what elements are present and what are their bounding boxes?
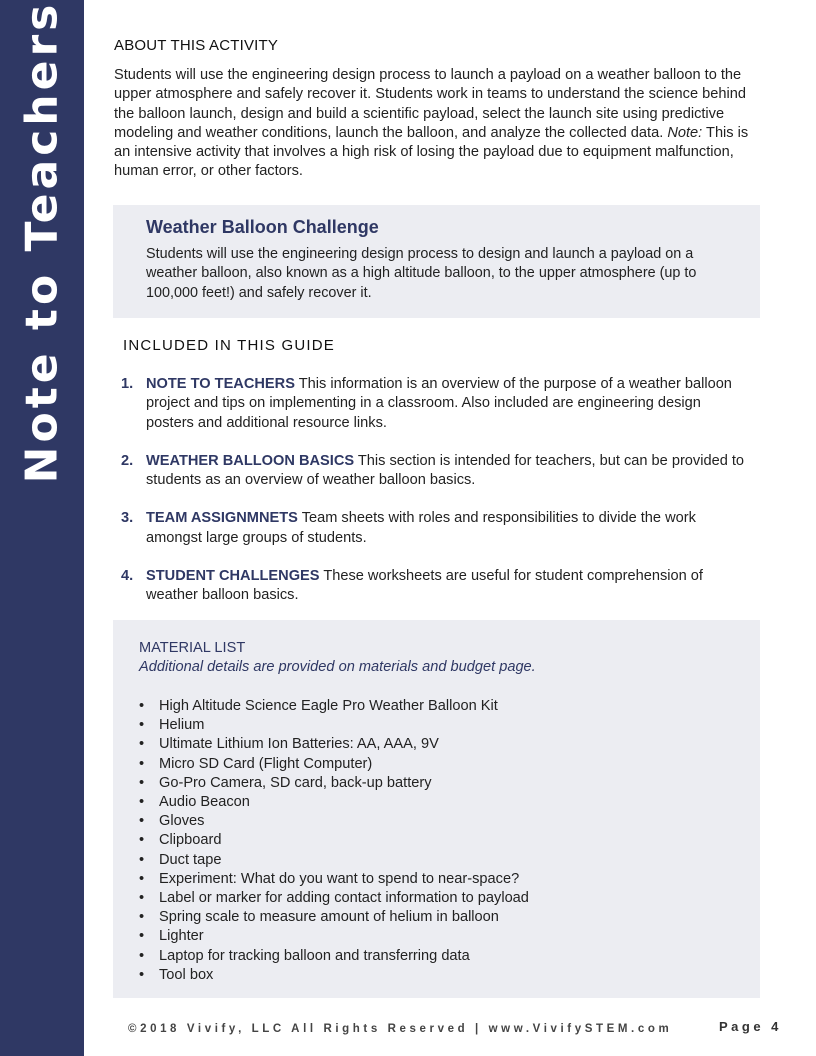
about-body-text: Students will use the engineering design process to launch a payload on a weather balloon to the upper atmosphere and safely recover it. Students work in teams to understand the science behind the balloon launch, design and build a scientific payload, select the launch site using predictive modeling and weather conditions, launch the balloon, and analyze the collected data. <box>114 67 746 141</box>
about-note-label: Note: <box>667 124 703 141</box>
bullet: • <box>139 909 145 926</box>
material-item: • Gloves <box>139 812 760 831</box>
material-item: • Clipboard <box>139 831 760 850</box>
challenge-body: Students will use the engineering design process to design and launch a payload on a weather balloon, also known as a high altitude balloon, to the upper atmosphere (up to 100,000 feet!) and safely recover it. <box>146 246 697 301</box>
guide-item <box>121 509 751 548</box>
material-item: • Micro SD Card (Flight Computer) <box>139 755 760 774</box>
guide-item-text: These worksheets are useful for student comprehension of weather balloon basics. <box>146 568 703 604</box>
material-item: • High Altitude Science Eagle Pro Weather Balloon Kit <box>139 697 760 716</box>
material-item: • Tool box <box>139 966 760 985</box>
bullet: • <box>139 870 145 887</box>
sidebar <box>0 0 84 1056</box>
challenge-box <box>113 205 760 318</box>
material-item: • Audio Beacon <box>139 793 760 812</box>
guide-heading: INCLUDED IN THIS GUIDE <box>123 337 335 354</box>
material-list <box>139 697 760 985</box>
material-item: • Ultimate Lithium Ion Batteries: AA, AAA, 9V <box>139 735 760 754</box>
guide-item <box>121 375 751 433</box>
guide-item-title: TEAM ASSIGNMNETS <box>146 510 298 527</box>
guide-item-text: Team sheets with roles and responsibilities to divide the work amongst large groups of students. <box>146 510 696 546</box>
material-item: • Helium <box>139 716 760 735</box>
material-item: • Lighter <box>139 927 760 946</box>
bullet: • <box>139 928 145 945</box>
bullet: • <box>139 755 145 772</box>
bullet: • <box>139 890 145 907</box>
material-item: • Laptop for tracking balloon and transferring data <box>139 947 760 966</box>
bullet: • <box>139 947 145 964</box>
guide-item <box>121 567 751 606</box>
material-title: MATERIAL LIST <box>139 640 246 656</box>
about-body <box>114 66 764 182</box>
guide-item-title: NOTE TO TEACHERS <box>146 376 295 392</box>
guide-item-number: 1. <box>121 376 134 392</box>
guide-list <box>121 375 751 606</box>
guide-item-text: This information is an overview of the purpose of a weather balloon project and tips on implementing in a classroom. Also included are engineering design posters and additional resource links. <box>146 376 732 431</box>
material-item: • Go-Pro Camera, SD card, back-up battery <box>139 774 760 793</box>
page-number: Page 4 <box>719 1019 782 1034</box>
bullet: • <box>139 966 145 983</box>
about-heading: ABOUT THIS ACTIVITY <box>114 37 279 54</box>
guide-item-number: 2. <box>121 452 134 469</box>
sidebar-title: Note to Teachers <box>16 0 68 484</box>
guide-item-title: WEATHER BALLOON BASICS <box>146 452 355 469</box>
bullet: • <box>139 774 145 791</box>
material-item: • Duct tape <box>139 851 760 870</box>
bullet: • <box>139 851 145 868</box>
challenge-title: Weather Balloon Challenge <box>146 217 379 237</box>
guide-item <box>121 452 751 491</box>
guide-item-number: 3. <box>121 510 134 527</box>
bullet: • <box>139 698 145 714</box>
guide-item-text: This section is intended for teachers, but can be provided to students as an overview of weather balloon basics. <box>146 452 745 489</box>
material-note: Additional details are provided on materials and budget page. <box>139 659 536 675</box>
material-item: • Experiment: What do you want to spend to near-space? <box>139 870 760 889</box>
bullet: • <box>139 717 145 734</box>
material-item: • Spring scale to measure amount of helium in balloon <box>139 908 760 927</box>
bullet: • <box>139 736 145 753</box>
guide-item-title: STUDENT CHALLENGES <box>146 568 320 585</box>
bullet: • <box>139 813 145 830</box>
guide-item-number: 4. <box>121 568 134 585</box>
about-note-text: This is an intensive activity that involves a high risk of losing the payload due to equipment malfunction, human error, or other factors. <box>114 124 749 180</box>
bullet: • <box>139 794 145 811</box>
material-item: • Label or marker for adding contact information to payload <box>139 889 760 908</box>
material-box <box>113 620 760 998</box>
footer-copyright: ©2018 Vivify, LLC All Rights Reserved | www.VivifySTEM.com <box>128 1023 673 1035</box>
bullet: • <box>139 832 145 849</box>
